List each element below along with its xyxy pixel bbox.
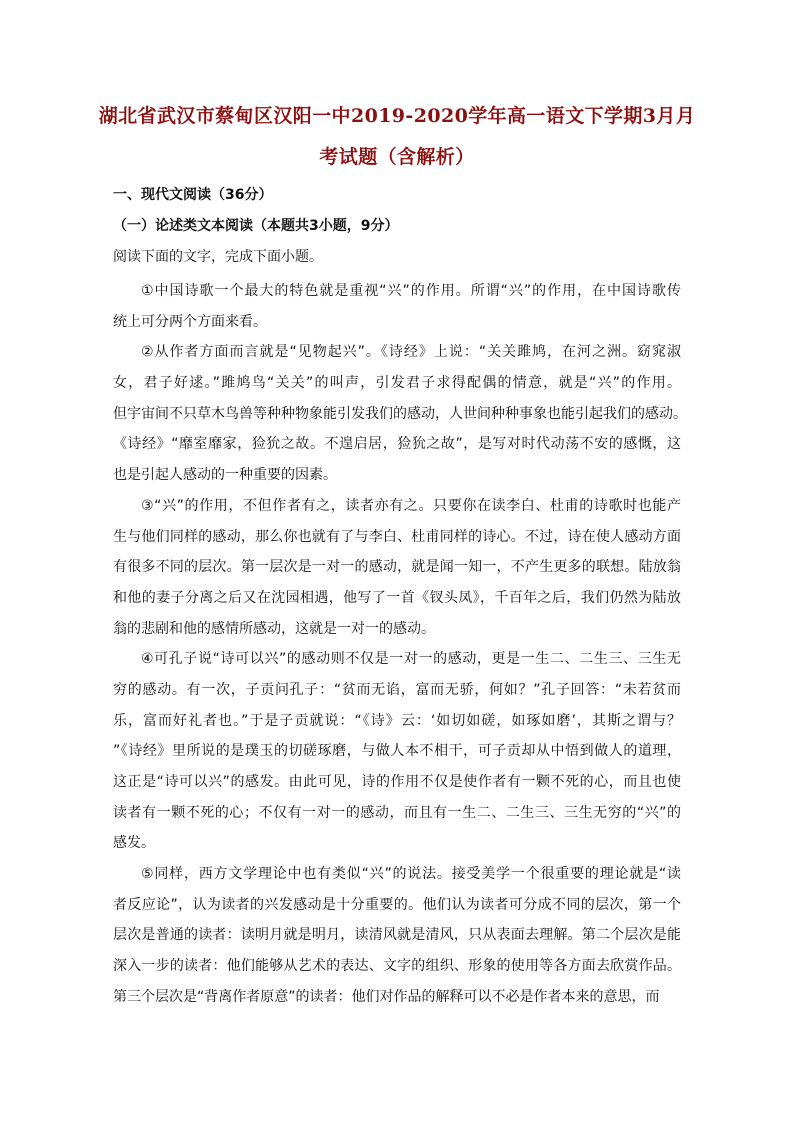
paragraph-line: 女，君子好逑。”雎鸠鸟“关关”的叫声，引发君子求得配偶的情意，就是“兴”的作用。 xyxy=(113,375,681,392)
paragraph-line: 生与他们同样的感动，那么你也就有了与李白、杜甫同样的诗心。不过，诗在使人感动方面 xyxy=(113,528,681,545)
paragraph-line: 有很多不同的层次。第一层次是一对一的感动，就是闻一知一，不产生更多的联想。陆放翁 xyxy=(113,559,681,576)
paragraph-line: 第三个层次是“背离作者原意”的读者：他们对作品的解释可以不必是作者本来的意思，而 xyxy=(113,988,660,1005)
paragraph-line: 《诗经》“靡室靡家，猃狁之故。不遑启居，猃狁之故”，是写对时代动荡不安的感慨，这 xyxy=(113,436,681,453)
paragraph-line: ①中国诗歌一个最大的特色就是重视“兴”的作用。所谓“兴”的作用，在中国诗歌传 xyxy=(141,283,681,299)
paragraph-line: 但宇宙间不只草木鸟兽等种种物象能引发我们的感动，人世间种种事象也能引起我们的感动。 xyxy=(113,405,687,422)
paragraph-line: 感发。 xyxy=(113,835,155,852)
document-title-line-2: 考试题（含解析） xyxy=(319,146,475,168)
paragraph-line: 和他的妻子分离之后又在沈园相遇，他写了一首《钗头凤》，千百年之后，我们仍然为陆放 xyxy=(113,589,681,606)
paragraph-2 xyxy=(113,337,687,490)
paragraph-line: ⑤同样，西方文学理论中也有类似“兴”的说法。接受美学一个很重要的理论就是“读 xyxy=(141,866,681,883)
paragraph-line: 深入一步的读者：他们能够从艺术的表达、文字的组织、形象的使用等各方面去欣赏作品。 xyxy=(113,958,681,975)
reading-instruction: 阅读下面的文字，完成下面小题。 xyxy=(113,249,323,265)
subsection-heading: （一）论述类文本阅读（本题共3小题，9分） xyxy=(113,218,399,234)
paragraph-line: 统上可分两个方面来看。 xyxy=(113,313,267,330)
paragraph-5 xyxy=(113,859,681,1012)
paragraph-line: ③“兴”的作用，不但作者有之，读者亦有之。只要你在读李白、杜甫的诗歌时也能产 xyxy=(141,497,681,514)
paragraph-line: ②从作者方面而言就是“见物起兴”。《诗经》上说：“关关雎鸠，在河之洲。窈窕淑 xyxy=(141,344,681,361)
paragraph-line: 读者有一颗不死的心；不仅有一对一的感动，而且有一生二、二生三、三生无穷的“兴”的 xyxy=(113,804,681,821)
document-title-line-1: 湖北省武汉市蔡甸区汉阳一中2019-2020学年高一语文下学期3月月 xyxy=(98,105,696,127)
paragraph-line: 这正是“诗可以兴”的感发。由此可见，诗的作用不仅是使作者有一颗不死的心，而且也使 xyxy=(113,774,681,790)
paragraph-3 xyxy=(113,491,681,644)
paragraph-4 xyxy=(113,644,681,859)
paragraph-line: 也是引起人感动的一种重要的因素。 xyxy=(113,467,337,484)
paragraph-line: 层次是普通的读者：读明月就是明月，读清风就是清风，只从表面去理解。第二个层次是能 xyxy=(113,927,681,944)
paragraph-line: 乐，富而好礼者也。”于是子贡就说：“《诗》云：‘如切如磋，如琢如磨’，其斯之谓与？ xyxy=(113,712,681,729)
paragraph-1 xyxy=(113,276,681,337)
paragraph-line: 者反应论”，认为读者的兴发感动是十分重要的。他们认为读者可分成不同的层次，第一个 xyxy=(113,896,681,913)
paragraph-line: 翁的悲剧和他的感情所感动，这就是一对一的感动。 xyxy=(113,620,435,637)
section-heading: 一、现代文阅读（36分） xyxy=(113,187,273,203)
paragraph-line: ”《诗经》里所说的是璞玉的切磋琢磨，与做人本不相干，可子贡却从中悟到做人的道理， xyxy=(113,743,681,760)
paragraph-line: ④可孔子说“诗可以兴”的感动则不仅是一对一的感动，更是一生二、二生三、三生无 xyxy=(141,651,681,668)
passage-body xyxy=(113,276,687,1013)
paragraph-line: 穷的感动。有一次，子贡问孔子：“贫而无谄，富而无骄，何如？”孔子回答：“未若贫而 xyxy=(113,681,681,698)
